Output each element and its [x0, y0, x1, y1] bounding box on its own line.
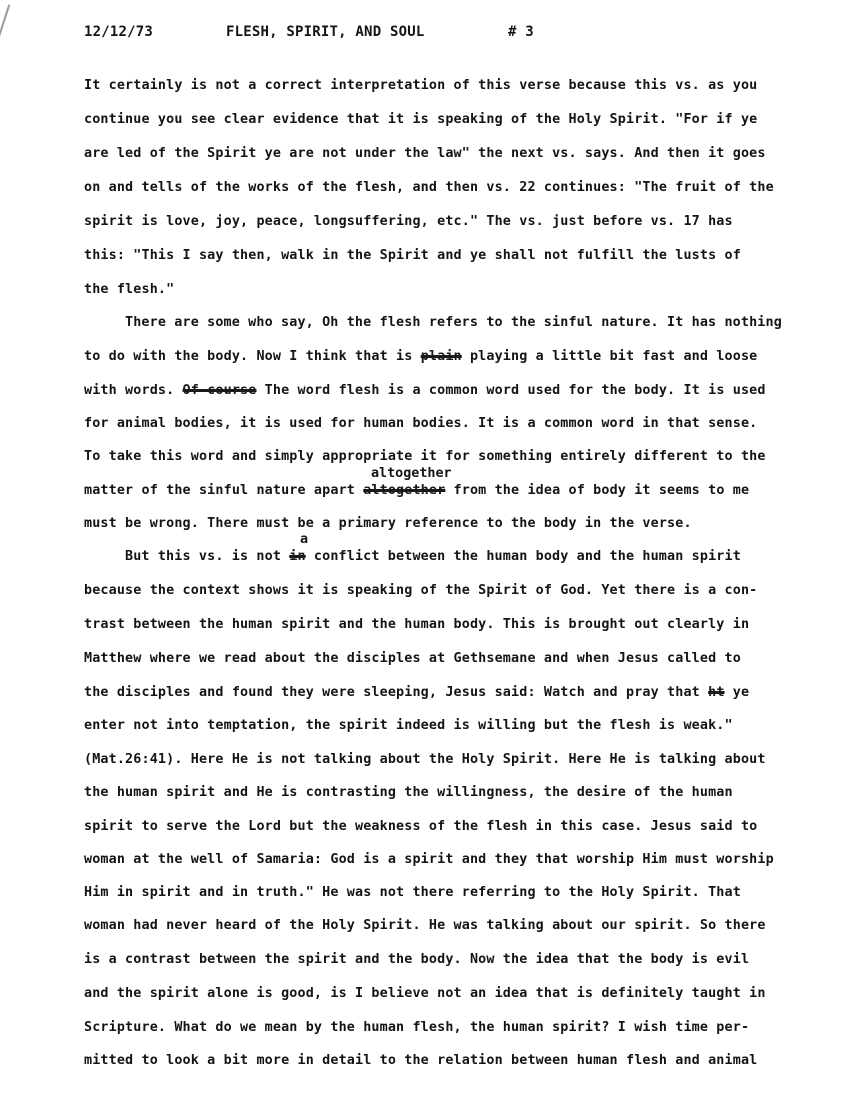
text-line: trast between the human spirit and the human body. This is brought out clearly in — [84, 617, 750, 632]
text-run: conflict between the human body and the human spirit — [305, 549, 741, 564]
struck-word: plain — [420, 349, 462, 364]
text-line: Matthew where we read about the disciples at Gethsemane and when Jesus called to — [84, 651, 741, 666]
text-line: enter not into temptation, the spirit indeed is willing but the flesh is weak." — [84, 718, 733, 733]
header-page-number: # 3 — [508, 24, 534, 40]
text-line: because the context shows it is speaking of the Spirit of God. Yet there is a con- — [84, 583, 758, 598]
text-line: are led of the Spirit ye are not under the law" the next vs. says. And then it goes — [84, 146, 766, 161]
struck-word: Of course — [182, 383, 257, 398]
text-run: matter of the sinful nature apart — [84, 483, 364, 498]
text-line: Him in spirit and in truth." He was not there referring to the Holy Spirit. That — [84, 885, 741, 900]
text-line — [125, 548, 741, 566]
margin-pencil-mark — [0, 5, 10, 38]
struck-word: altogether — [363, 483, 446, 498]
text-line: this: "This I say then, walk in the Spirit and ye shall not fulfill the lusts of — [84, 248, 741, 263]
text-line: must be wrong. There must be a primary reference to the body in the verse. — [84, 516, 692, 531]
struck-word: ht — [708, 685, 725, 700]
text-line: woman had never heard of the Holy Spirit. He was talking about our spirit. So there — [84, 918, 766, 933]
text-run: with words. — [84, 383, 183, 398]
text-line: for animal bodies, it is used for human bodies. It is a common word in that sense. — [84, 416, 758, 431]
handwritten-insert: a — [300, 532, 309, 547]
text-line — [84, 482, 749, 500]
text-run: ye — [724, 685, 750, 700]
text-line: woman at the well of Samaria: God is a spirit and they that worship Him must worship — [84, 852, 774, 867]
text-run: playing a little bit fast and loose — [461, 349, 758, 364]
text-run: to do with the body. Now I think that is — [84, 349, 421, 364]
text-line: is a contrast between the spirit and the body. Now the idea that the body is evil — [84, 952, 750, 967]
header-title: FLESH, SPIRIT, AND SOUL — [226, 24, 425, 40]
text-line: and the spirit alone is good, is I believe not an idea that is definitely taught in — [84, 986, 766, 1001]
header-date: 12/12/73 — [84, 24, 154, 40]
text-line: the human spirit and He is contrasting the willingness, the desire of the human — [84, 785, 733, 800]
text-run: But this vs. is not — [125, 549, 290, 564]
text-line: spirit is love, joy, peace, longsuffering, etc." The vs. just before vs. 17 has — [84, 214, 733, 229]
text-line: mitted to look a bit more in detail to the relation between human flesh and animal — [84, 1053, 758, 1068]
handwritten-insert: altogether — [371, 466, 452, 481]
text-line: (Mat.26:41). Here He is not talking about the Holy Spirit. Here He is talking about — [84, 752, 766, 767]
text-line: continue you see clear evidence that it is speaking of the Holy Spirit. "For if ye — [84, 112, 758, 127]
text-line — [84, 348, 757, 366]
text-line: on and tells of the works of the flesh, and then vs. 22 continues: "The fruit of the — [84, 180, 774, 195]
text-line: To take this word and simply appropriate it for something entirely different to the — [84, 449, 766, 464]
struck-word: in — [289, 549, 306, 564]
text-run: from the idea of body it seems to me — [445, 483, 750, 498]
text-line: There are some who say, Oh the flesh refers to the sinful nature. It has nothing — [125, 315, 782, 330]
text-line: the flesh." — [84, 282, 175, 297]
text-line — [84, 684, 749, 702]
text-line: spirit to serve the Lord but the weakness of the flesh in this case. Jesus said to — [84, 819, 758, 834]
text-line — [84, 382, 766, 400]
text-line: It certainly is not a correct interpretation of this verse because this vs. as you — [84, 78, 758, 93]
text-line: Scripture. What do we mean by the human flesh, the human spirit? I wish time per- — [84, 1020, 750, 1035]
text-run: the disciples and found they were sleeping, Jesus said: Watch and pray that — [84, 685, 709, 700]
text-run: The word flesh is a common word used for the body. It is used — [256, 383, 766, 398]
